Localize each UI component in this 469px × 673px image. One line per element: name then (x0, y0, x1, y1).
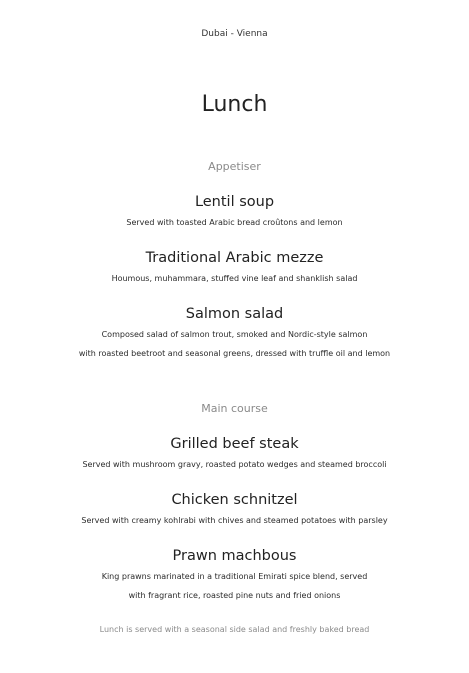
dish-description: Houmous, muhammara, stuffed vine leaf and shanklish salad (111, 274, 358, 283)
dish-name: Prawn machbous (172, 548, 297, 564)
dish-name: Traditional Arabic mezze (145, 250, 324, 266)
section-label-appetiser: Appetiser (208, 160, 261, 173)
dish-name: Grilled beef steak (170, 436, 299, 452)
dish-description: Served with mushroom gravy, roasted potato wedges and steamed broccoli (82, 460, 387, 469)
dish-name: Chicken schnitzel (171, 492, 298, 508)
footer-note: Lunch is served with a seasonal side salad and freshly baked bread (99, 625, 370, 634)
dish-description: Composed salad of salmon trout, smoked and Nordic-style salmon (101, 330, 368, 339)
dish-name: Lentil soup (194, 194, 275, 210)
dish-description: Served with toasted Arabic bread croûtons and lemon (126, 218, 343, 227)
dish-description: King prawns marinated in a traditional Emirati spice blend, served (101, 572, 368, 581)
dish-description: with fragrant rice, roasted pine nuts and fried onions (128, 591, 341, 600)
route-label: Dubai - Vienna (201, 29, 268, 39)
dish-name: Salmon salad (185, 306, 284, 322)
section-label-main-course: Main course (201, 402, 268, 415)
dish-description: with roasted beetroot and seasonal greens, dressed with truffle oil and lemon (78, 349, 391, 358)
dish-description: Served with creamy kohlrabi with chives and steamed potatoes with parsley (81, 516, 388, 525)
page-title: Lunch (201, 92, 268, 117)
